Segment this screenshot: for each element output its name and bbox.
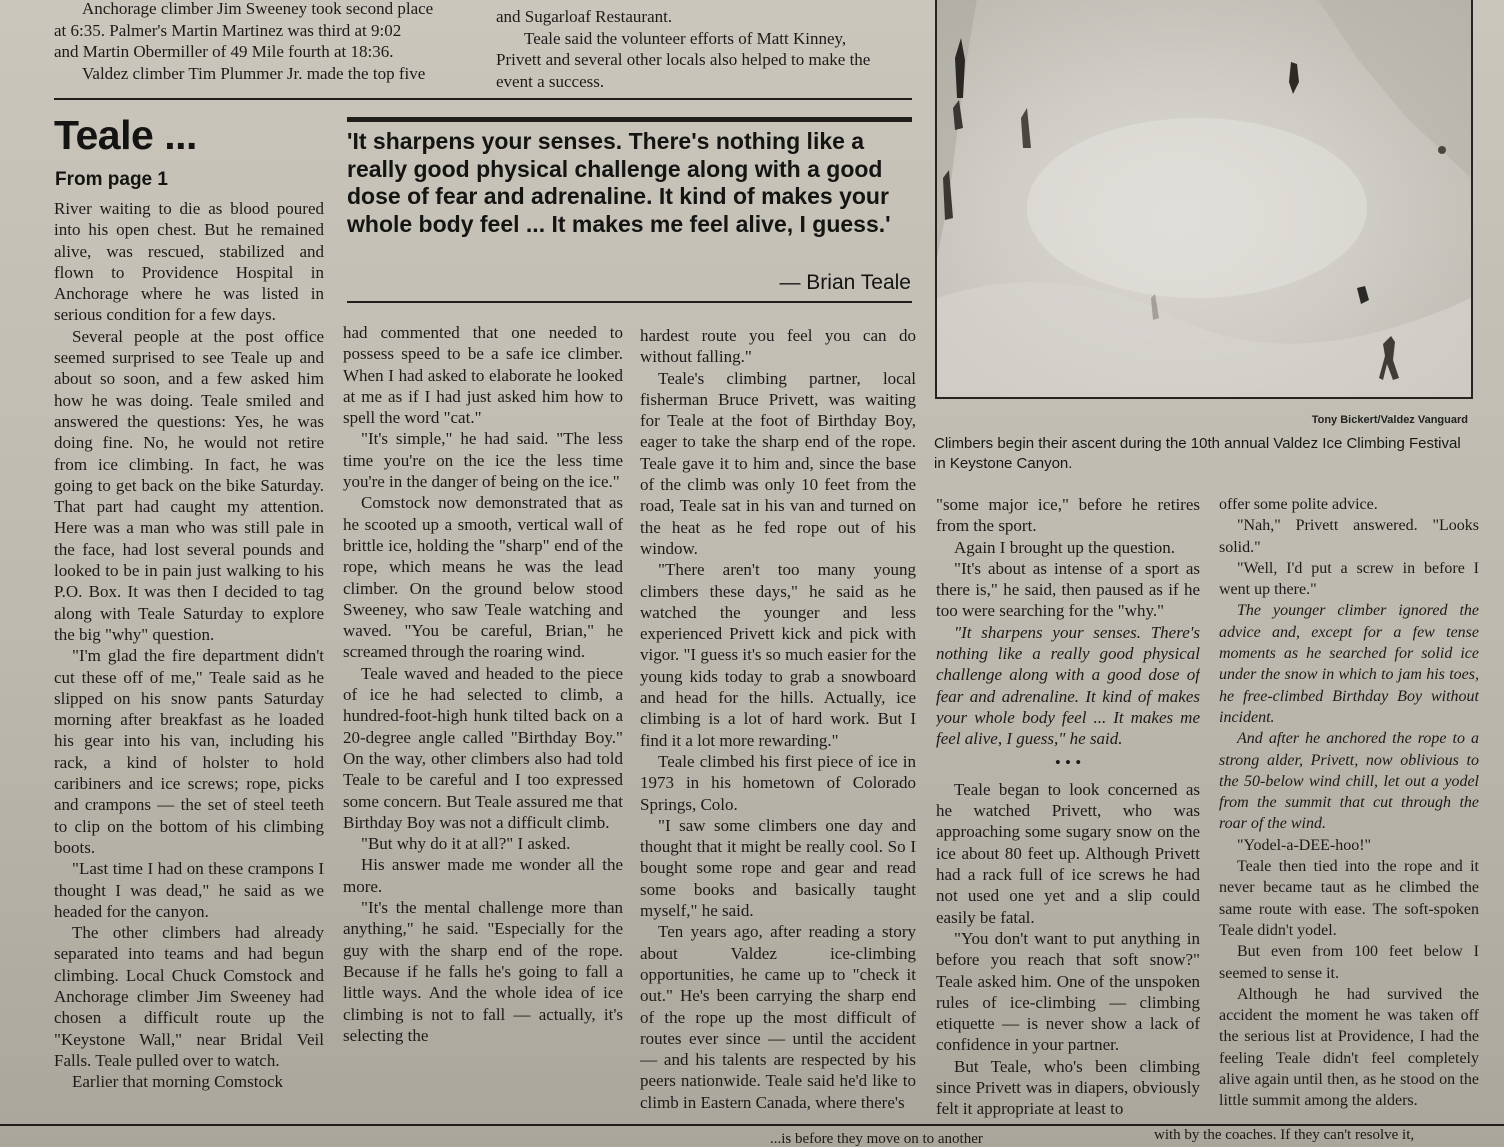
paragraph: "Well, I'd put a screw in before I went up there." — [1219, 559, 1479, 599]
paragraph: Although he had survived the accident the moment he was taken off the serious list at Providence, I had the feeling Teale didn't feel completely alive again until then, as he stood on the little summit among the alders. — [1219, 985, 1479, 1110]
photo-scene — [937, 0, 1471, 397]
headline: Teale ... — [54, 112, 197, 158]
paragraph: had commented that one needed to possess speed to be a safe ice climber. When I had asked to elaborate he looked at me as if I had just asked him how to spell the word "cat." — [343, 323, 623, 428]
paragraph: offer some polite advice. — [1219, 496, 1378, 513]
paragraph: Again I brought up the question. — [954, 537, 1175, 557]
paragraph: The other climbers had already separated into teams and had begun climbing. Local Chuck Comstock and Anchorage climber Jim Sweeney had chosen a difficult route up the "Keystone Wall," near Bridal Veil Falls. Teale pulled over to watch. — [54, 923, 324, 1070]
paragraph: "Last time I had on these crampons I thought I was dead," he said as we headed for the canyon. — [54, 859, 324, 921]
pullquote-bottom-rule — [347, 301, 912, 303]
paragraph: "It sharpens your senses. There's nothing like a really good physical challenge along with a good dose of fear and adrenaline. It kind of makes your whole body feel ... It makes me feel alive, I guess," he said. — [936, 622, 1200, 749]
paragraph: Earlier that morning Comstock — [72, 1072, 284, 1092]
next-story-right: with by the coaches. If they can't resolve it, — [1154, 1127, 1415, 1143]
paragraph: And after he anchored the rope to a strong alder, Privett, now oblivious to the 50-below wind chill, let out a yodel from the summit that cut through the roar of the wind. — [1219, 730, 1479, 833]
section-rule — [54, 98, 912, 100]
paragraph: "Yodel-a-DEE-hoo!" — [1237, 836, 1372, 854]
paragraph: Teale's climbing partner, local fisherman Bruce Privett, was waiting for Teale at the foot of Birthday Boy, eager to take the sharp end of the rope. Teale gave it to him and, since the base of the climb was only 10 feet from the road, Teale sat in his van and turned on the heat as he fed rope out of his window. — [640, 368, 916, 558]
top-line: Anchorage climber Jim Sweeney took second place — [82, 0, 434, 18]
next-story-strip — [0, 1127, 1504, 1147]
paragraph: "There aren't too many young climbers these days," he said as he watched the younger and less experienced Privett kick and pick with vigor. "I guess it's so much easier for the young kids today to grab a snowboard and head for the hills. Actually, ice climbing is a lot of hard work. But I find it a lot more rewarding." — [640, 560, 916, 750]
paragraph: "It's the mental challenge more than anything," he said. "Especially for the guy with the sharp end of the rope. Because if he falls he's going to fall a little ways. And the whole idea of ice climbing is not to fall — actually, it's selecting the — [343, 898, 623, 1045]
paragraph: Ten years ago, after reading a story about Valdez ice-climbing opportunities, he came up to "check it out." He's been carrying the sharp end of the rope up the most difficult of routes ever since — until the accident — and his talents are respected by his peers nationwide. Teale said he'd like to climb in Eastern Canada, where there's — [640, 922, 916, 1112]
jump-line: From page 1 — [55, 169, 168, 190]
top-story-col1 — [54, 0, 476, 90]
top-line: and Martin Obermiller of 49 Mile fourth at 18:36. — [54, 42, 394, 61]
top-line: at 6:35. Palmer's Martin Martinez was third at 9:02 — [54, 20, 402, 40]
paragraph: "It's about as intense of a sport as there is," he said, then paused as if he too were searching for the "why." — [936, 558, 1200, 621]
story-column-3 — [640, 325, 916, 1123]
paragraph: River waiting to die as blood poured into his open chest. But he remained alive, was rescued, stabilized and flown to Providence Hospital in Anchorage where he was listed in serious condition for a few days. — [54, 199, 324, 325]
paragraph: hardest route you feel you can do without falling." — [640, 326, 916, 367]
top-line: Valdez climber Tim Plummer Jr. made the top five — [82, 63, 426, 83]
paragraph: "I'm glad the fire department didn't cut these off of me," Teale said as he slipped on his snow pants Saturday morning after breakfast as he loaded his gear into his van, including his rack, a kind of holster to hold caribiners and ice screws; rope, picks and crampons — the set of steel teeth to clip on the bottom of his climbing boots. — [54, 646, 324, 857]
story-column-4 — [936, 494, 1200, 1122]
pullquote-top-rule — [347, 117, 912, 122]
top-line: Privett and several other locals also helped to make the — [496, 50, 871, 69]
photo-caption: Climbers begin their ascent during the 10th annual Valdez Ice Climbing Festival in Keystone Canyon. — [934, 435, 1461, 472]
paragraph: The younger climber ignored the advice and, except for a few tense moments as he searched for solid ice under the snow in which to jam his toes, he free-climbed Birthday Boy without incident. — [1219, 602, 1479, 726]
paragraph: Teale began to look concerned as he watched Privett, who was approaching some sugary snow on the ice about 80 feet up. Although Privett had a rack full of ice screws he had not used one yet and a slip could easily be fatal. — [936, 779, 1200, 927]
top-line: Teale said the volunteer efforts of Matt Kinney, — [524, 28, 847, 48]
paragraph: Several people at the post office seemed surprised to see Teale up and about so soon, and a few asked him how he was doing. Teale smiled and answered the questions: Yes, he was doing fine. No, he would not retire from ice climbing. In fact, he was going to get back on the bike Saturday. That part had caught my attention. Here was a man who was still pale in the face, had lost several pounds and looked to be in pain just walking to his P.O. Box. It was then I decided to tag along with Teale Saturday to explore the big "why" question. — [54, 326, 324, 644]
paragraph: Teale climbed his first piece of ice in 1973 in his hometown of Colorado Springs, Colo. — [640, 751, 916, 814]
paragraph: "It's simple," he had said. "The less time you're on the ice the less time you're in the danger of being on the ice." — [343, 429, 623, 492]
paragraph: "Nah," Privett answered. "Looks solid." — [1219, 517, 1479, 556]
paragraph: "But why do it at all?" I asked. — [361, 834, 571, 854]
paragraph: But Teale, who's been climbing since Privett was in diapers, obviously felt it appropriate at least to — [936, 1056, 1200, 1119]
paragraph: Teale waved and headed to the piece of ice he had selected to climb, a hundred-foot-high hunk tilted back on a 20-degree angle called "Birthday Boy." On the way, other climbers also had told Teale to be careful and I too expressed some concern. But Teale assured me that Birthday Boy was not a difficult climb. — [343, 663, 623, 832]
paragraph: His answer made me wonder all the more. — [343, 855, 623, 896]
top-line: and Sugarloaf Restaurant. — [496, 7, 673, 26]
paragraph: "I saw some climbers one day and thought that it might be really cool. So I bought some rope and gear and read some books and basically taught myself," he said. — [640, 815, 916, 921]
story-column-5 — [1219, 494, 1479, 1122]
story-column-2 — [343, 322, 623, 1122]
photo-credit: Tony Bickert/Valdez Vanguard — [1311, 414, 1468, 426]
paragraph: Teale then tied into the rope and it never became taut as he climbed the same route with ease. The soft-spoken Teale didn't yodel. — [1219, 858, 1479, 939]
pull-quote: 'It sharpens your senses. There's nothing like a really good physical challenge along with a good dose of fear and adrenaline. It kind of makes your whole body feel ... It makes me feel alive, I guess.' — [347, 128, 891, 237]
paragraph: "You don't want to put anything in before you reach that soft snow?" Teale asked him. One of the unspoken rules of ice-climbing — climbing etiquette — is never show a lack of confidence in your partner. — [936, 928, 1200, 1055]
top-story-col2 — [496, 6, 911, 92]
paragraph: Comstock now demonstrated that as he scooted up a smooth, vertical wall of brittle ice, holding the "sharp" end of the rope, which means he was the lead climber. On the ground below stood Sweeney, who saw Teale watching and waved. "You be careful, Brian," he screamed through the roaring wind. — [343, 493, 623, 662]
next-story-left: ...is before they move on to another — [770, 1131, 983, 1147]
story-column-1 — [54, 198, 324, 1128]
ice-climbing-photo — [935, 0, 1473, 399]
paragraph: "some major ice," before he retires from the sport. — [936, 495, 1200, 536]
paragraph: But even from 100 feet below I seemed to sense it. — [1219, 943, 1479, 982]
section-break: • • • — [1054, 752, 1082, 772]
top-line: event a success. — [496, 71, 605, 91]
pull-quote-attribution: — Brian Teale — [779, 271, 911, 294]
